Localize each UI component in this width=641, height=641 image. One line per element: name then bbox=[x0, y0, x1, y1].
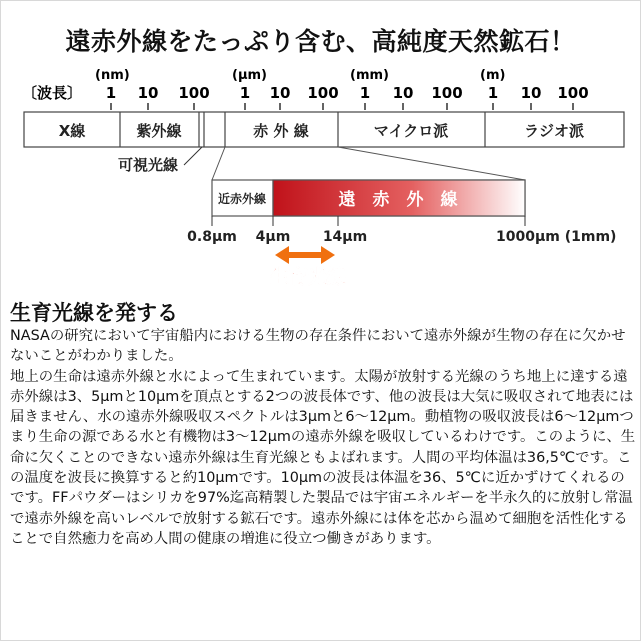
growth-light-arrow bbox=[275, 246, 335, 264]
tick-label: 10 bbox=[520, 84, 542, 102]
tick-marks bbox=[111, 103, 573, 110]
band-ultraviolet: 紫外線 bbox=[136, 122, 182, 140]
band-x-ray: X線 bbox=[58, 122, 86, 140]
tick-label: 1 bbox=[239, 84, 251, 102]
expansion-lines bbox=[212, 147, 525, 180]
tick-label: 10 bbox=[137, 84, 159, 102]
band-radio: ラジオ派 bbox=[523, 122, 585, 140]
tick-label: 100 bbox=[307, 84, 339, 102]
band-microwave: マイクロ派 bbox=[373, 122, 449, 140]
tick-label: 10 bbox=[392, 84, 414, 102]
wavelength-label: 〔波長〕 bbox=[22, 84, 83, 102]
boundary-4um: 4μm bbox=[255, 229, 291, 245]
tick-label: 100 bbox=[178, 84, 210, 102]
boundary-14um: 14μm bbox=[322, 229, 368, 245]
band-infrared: 赤 外 線 bbox=[253, 122, 309, 140]
unit-nm: (nm) bbox=[95, 68, 130, 83]
tick-label: 1 bbox=[487, 84, 499, 102]
electromagnetic-spectrum-diagram bbox=[0, 58, 641, 290]
growth-light-label: 生育光線 bbox=[269, 266, 347, 288]
visible-light-label: 可視光線 bbox=[118, 156, 179, 174]
unit-mm: (mm) bbox=[350, 68, 389, 83]
boundary-1000um: 1000μm (1mm) bbox=[496, 229, 617, 245]
near-infrared-label: 近赤外線 bbox=[217, 192, 267, 206]
section-title: 生育光線を発する bbox=[10, 301, 178, 325]
visible-light-pointer bbox=[184, 147, 202, 165]
headline: 遠赤外線をたっぷり含む、高純度天然鉱石！ bbox=[65, 27, 576, 56]
body-text bbox=[10, 326, 638, 549]
unit-m: (m) bbox=[480, 68, 506, 83]
tick-label: 10 bbox=[269, 84, 291, 102]
unit-um: (μm) bbox=[232, 68, 267, 83]
tick-label: 1 bbox=[105, 84, 117, 102]
tick-label: 100 bbox=[557, 84, 589, 102]
paragraph: NASAの研究において宇宙船内における生物の存在条件において遠赤外線が生物の存在に欠かせないことがわかりました。 bbox=[10, 328, 626, 365]
far-infrared-label: 遠 赤 外 線 bbox=[338, 190, 458, 210]
paragraph: 地上の生命は遠赤外線と水によって生まれています。太陽が放射する光線のうち地上に達する遠赤外線は3、5μmと10μmを頂点とする2つの波長体です、他の波長は大気に吸収されて地表には届きません、水の遠赤外線吸収スペクトルは3μmと6～12μm。動植物の吸収波長は6～12μmつまり生命の源である水と有機物は3～12μmの遠赤外線を吸収しているわけです。このように、生命に欠くことのできない遠赤外線は生育光線ともよばれます。人間の平均体温は36,5℃です。この温度を波長に換算すると約10μmです。10μmの波長は体温を36、5℃に近かずけてくれるのです。FFパウダーはシリカを97%迄高精製した製品では宇宙エネルギーを半永久的に放射し常温で遠赤外線を高いレベルで放射する鉱石です。遠赤外線には体を芯から温めて細胞を活性化することで自然癒力を高め人間の健康の増進に役立つ働きがあります。 bbox=[10, 368, 636, 547]
boundary-0-8um: 0.8μm bbox=[187, 229, 237, 245]
tick-label: 1 bbox=[359, 84, 371, 102]
tick-label: 100 bbox=[431, 84, 463, 102]
